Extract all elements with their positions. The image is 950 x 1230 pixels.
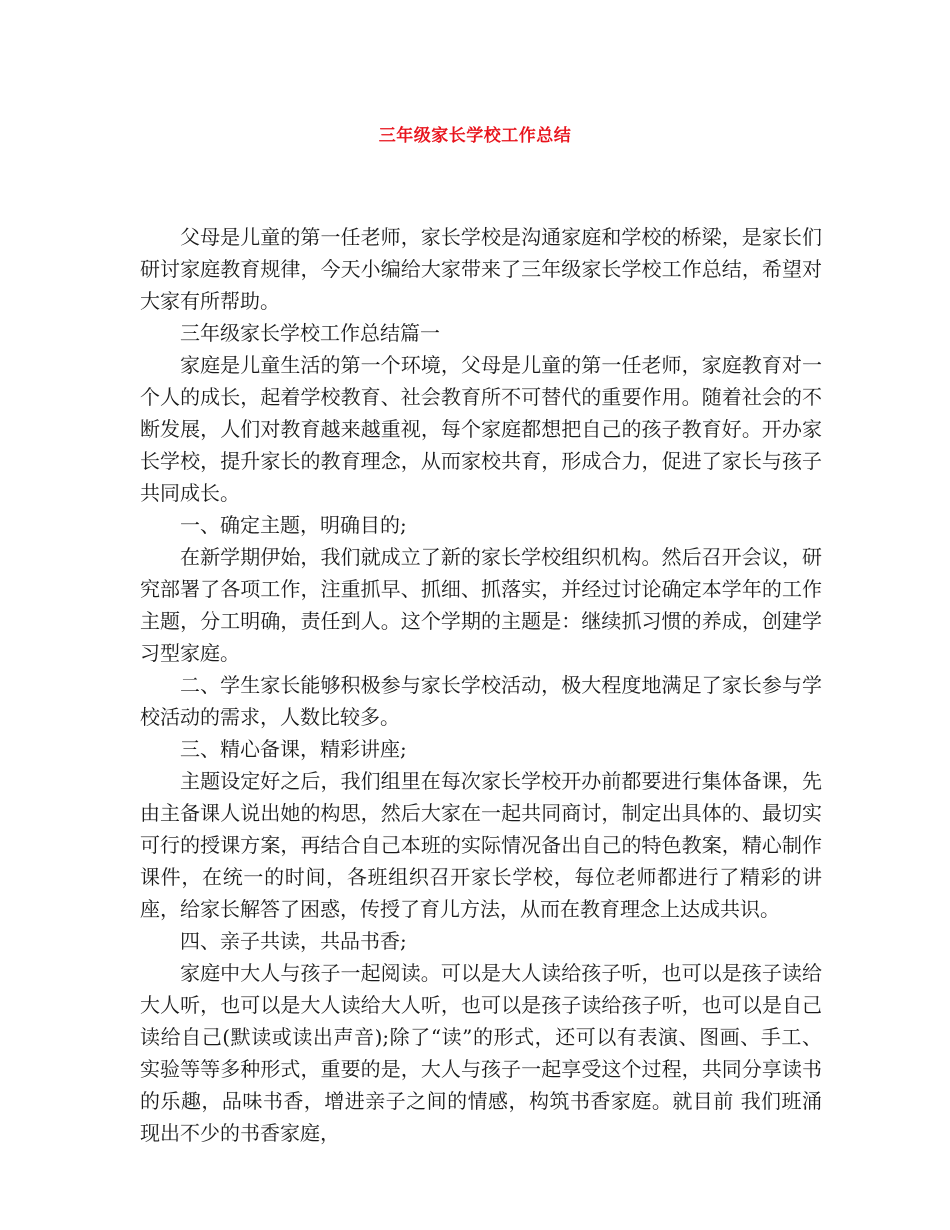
paragraph-family-environment: 家庭是儿童生活的第一个环境，父母是儿童的第一任老师，家庭教育对一个人的成长，起着学校教育、社会教育所不可替代的重要作用。随着社会的不断发展，人们对教育越来越重视，每个家庭都想把自己的孩子教育好。开办家长学校，提升家长的教育理念，从而家校共育，形成合力，促进了家长与孩子共同成长。 xyxy=(140,353,822,505)
paragraph-point-three: 三、精心备课，精彩讲座; xyxy=(180,737,407,761)
paragraph-lesson-prep: 主题设定好之后，我们组里在每次家长学校开办前都要进行集体备课，先由主备课人说出她的构思，然后大家在一起共同商讨，制定出具体的、最切实可行的授课方案，再结合自己本班的实际情况备出自己的特色教案，精心制作课件，在统一的时间，各班组织召开家长学校，每位老师都进行了精彩的讲座，给家长解答了困惑，传授了育儿方法，从而在教育理念上达成共识。 xyxy=(140,769,822,921)
paragraph-point-two: 二、学生家长能够积极参与家长学校活动，极大程度地满足了家长参与学校活动的需求，人数比较多。 xyxy=(140,673,822,729)
paragraph-family-reading: 家庭中大人与孩子一起阅读。可以是大人读给孩子听，也可以是孩子读给大人听，也可以是大人读给大人听，也可以是孩子读给孩子听，也可以是自己读给自己(默读或读出声音);除了“读”的形式，还可以有表演、图画、手工、实验等等多种形式，重要的是，大人与孩子一起享受这个过程，共同分享读书的乐趣，品味书香，增进亲子之间的情感，构筑书香家庭。就目前 我们班涌现出不少的书香家庭， xyxy=(140,961,822,1145)
paragraph-intro: 父母是儿童的第一任老师，家长学校是沟通家庭和学校的桥梁，是家长们研讨家庭教育规律，今天小编给大家带来了三年级家长学校工作总结，希望对大家有所帮助。 xyxy=(140,225,822,313)
paragraph-new-semester: 在新学期伊始，我们就成立了新的家长学校组织机构。然后召开会议，研究部署了各项工作，注重抓早、抓细、抓落实，并经过讨论确定本学年的工作主题，分工明确，责任到人。这个学期的主题是：继续抓习惯的养成，创建学习型家庭。 xyxy=(140,545,822,665)
paragraph-section-heading: 三年级家长学校工作总结篇一 xyxy=(180,321,440,345)
document-title: 三年级家长学校工作总结 xyxy=(378,126,572,146)
paragraph-point-one: 一、确定主题，明确目的; xyxy=(180,513,407,537)
document-body xyxy=(140,221,822,1149)
paragraph-point-four: 四、亲子共读，共品书香; xyxy=(180,929,407,953)
